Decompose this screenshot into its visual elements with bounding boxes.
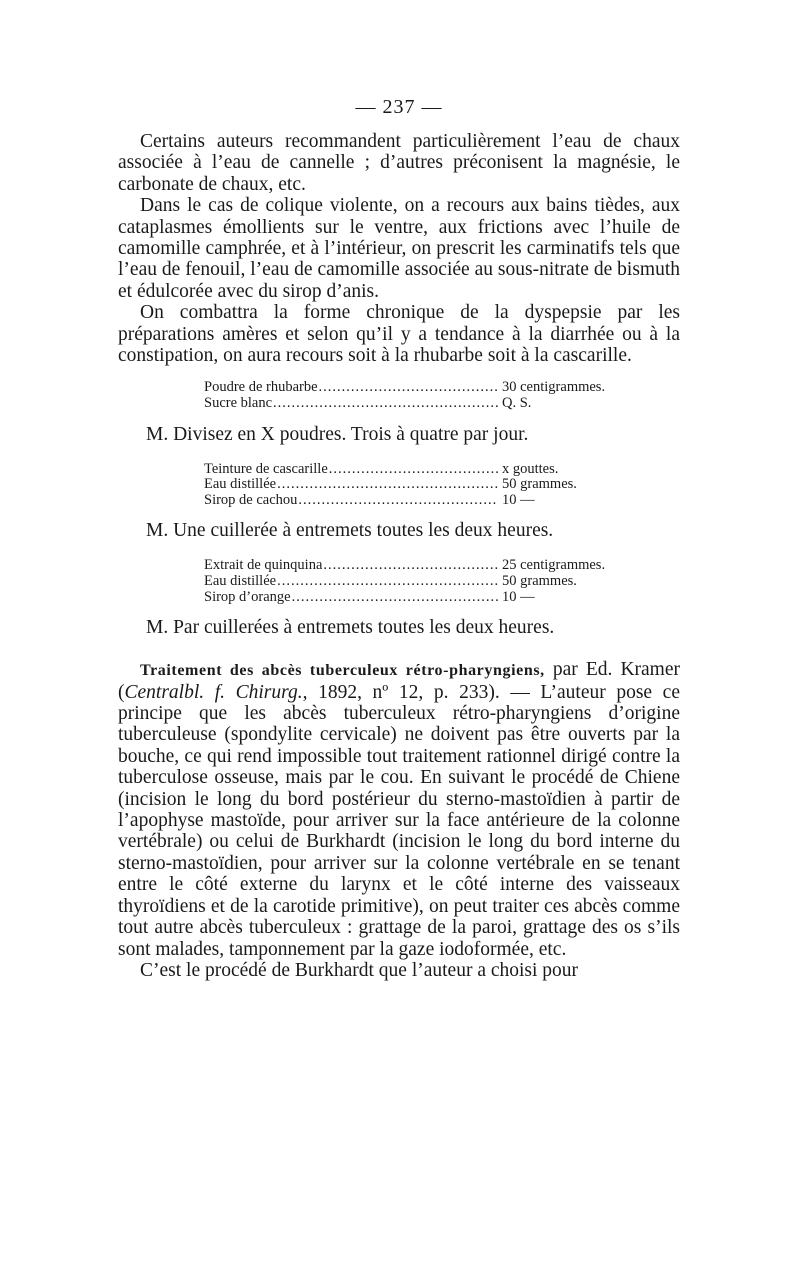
section-kramer <box>118 659 680 960</box>
prescription-row <box>204 396 644 412</box>
section-author: par Ed. Kramer ( <box>118 659 680 703</box>
ingredient-quantity: 50 grammes. <box>502 573 577 590</box>
prescription-row <box>204 380 644 396</box>
dot-leader <box>323 558 498 574</box>
prescription-row <box>204 493 644 509</box>
dot-leader <box>277 574 498 590</box>
prescription-row <box>204 558 644 574</box>
dot-leader <box>298 493 498 509</box>
ingredient-quantity: x gouttes. <box>502 460 559 477</box>
page-number: — 237 — <box>355 96 443 118</box>
paragraph-burkhardt: C’est le procédé de Burkhardt que l’auteur a choisi pour <box>140 959 579 981</box>
prescription-2 <box>204 462 644 509</box>
book-page <box>118 96 680 981</box>
section-title: Traitement des abcès tuberculeux rétro-pharyngiens, <box>140 662 545 680</box>
prescription-1 <box>204 380 644 411</box>
ingredient-name: Sirop de cachou <box>204 491 298 508</box>
ingredient-quantity: 10 — <box>502 588 535 605</box>
paragraph-dyspepsie: On combattra la forme chronique de la dyspepsie par les préparations amères et selon qu’il y a tendance à la diarrhée ou à la constipation, on aura recours soit à la rhubarbe soit à la cascarille. <box>118 302 680 367</box>
ingredient-name: Poudre de rhubarbe <box>204 379 318 396</box>
prescription-row <box>204 574 644 590</box>
ingredient-name: Eau distillée <box>204 573 277 590</box>
paragraph-eau-de-chaux: Certains auteurs recommandent particulièrement l’eau de chaux associée à l’eau de cannelle ; d’autres préconisent la magnésie, le carbonate de chaux, etc. <box>118 131 680 195</box>
ingredient-quantity: 25 centigrammes. <box>502 557 606 574</box>
ingredient-name: Extrait de quinquina <box>204 557 323 574</box>
prescription-row <box>204 590 644 606</box>
ingredient-name: Sucre blanc <box>204 395 273 412</box>
ingredient-name: Sirop d’orange <box>204 588 291 605</box>
prescription-row <box>204 477 644 493</box>
prescription-instruction: M. Par cuillerées à entremets toutes les deux heures. <box>146 617 555 639</box>
prescription-instruction: M. Divisez en X poudres. Trois à quatre par jour. <box>146 423 529 445</box>
ingredient-name: Eau distillée <box>204 476 277 493</box>
paragraph-colique: Dans le cas de colique violente, on a recours aux bains tièdes, aux cataplasmes émollients sur le ventre, aux frictions avec l’huile de camomille camphrée, et à l’intérieur, on prescrit les carminatifs tels que l’eau de fenouil, l’eau de camomille associée au sous-nitrate de bismuth et édulcorée avec du sirop d’anis. <box>118 195 680 302</box>
ingredient-quantity: Q. S. <box>502 395 532 412</box>
dot-leader <box>277 477 498 493</box>
section-body: , 1892, nº 12, p. 233). — L’auteur pose ce principe que les abcès tuberculeux rétro-pharyngiens d’origine tuberculeuse (spondylite cervicale) ne doivent pas être ouverts par la bouche, ce qui rend impossible tout traitement rationnel dirigé contre la tuberculose osseuse, mais par le cou. En suivant le procédé de Chiene (incision le long du bord postérieur du sterno-mastoïdien à partir de l’apophyse mastoïde, pour arriver sur la face antérieure de la colonne vertébrale) ou celui de Burkhardt (incision le long du bord interne du sterno-mastoïdien, pour arriver sur la colonne vertébrale en se tenant entre le côté externe du larynx et le côté interne des vaisseaux thyroïdiens et de la carotide primitive), on peut traiter ces abcès comme tout autre abcès tuberculeux : grattage de la paroi, grattage des os s’ils sont malades, tamponnement par la gaze iodoformée, etc. <box>118 681 680 960</box>
ingredient-quantity: 10 — <box>502 491 535 508</box>
dot-leader <box>273 396 498 412</box>
prescription-3 <box>204 558 644 605</box>
dot-leader <box>319 380 498 396</box>
journal-name: Centralbl. f. Chirurg. <box>124 681 303 703</box>
ingredient-quantity: 50 grammes. <box>502 476 577 493</box>
dot-leader <box>329 462 498 478</box>
ingredient-name: Teinture de cascarille <box>204 460 328 477</box>
prescription-row <box>204 462 644 478</box>
ingredient-quantity: 30 centigrammes. <box>502 379 606 396</box>
dot-leader <box>292 590 498 606</box>
prescription-instruction: M. Une cuillerée à entremets toutes les deux heures. <box>146 520 554 542</box>
